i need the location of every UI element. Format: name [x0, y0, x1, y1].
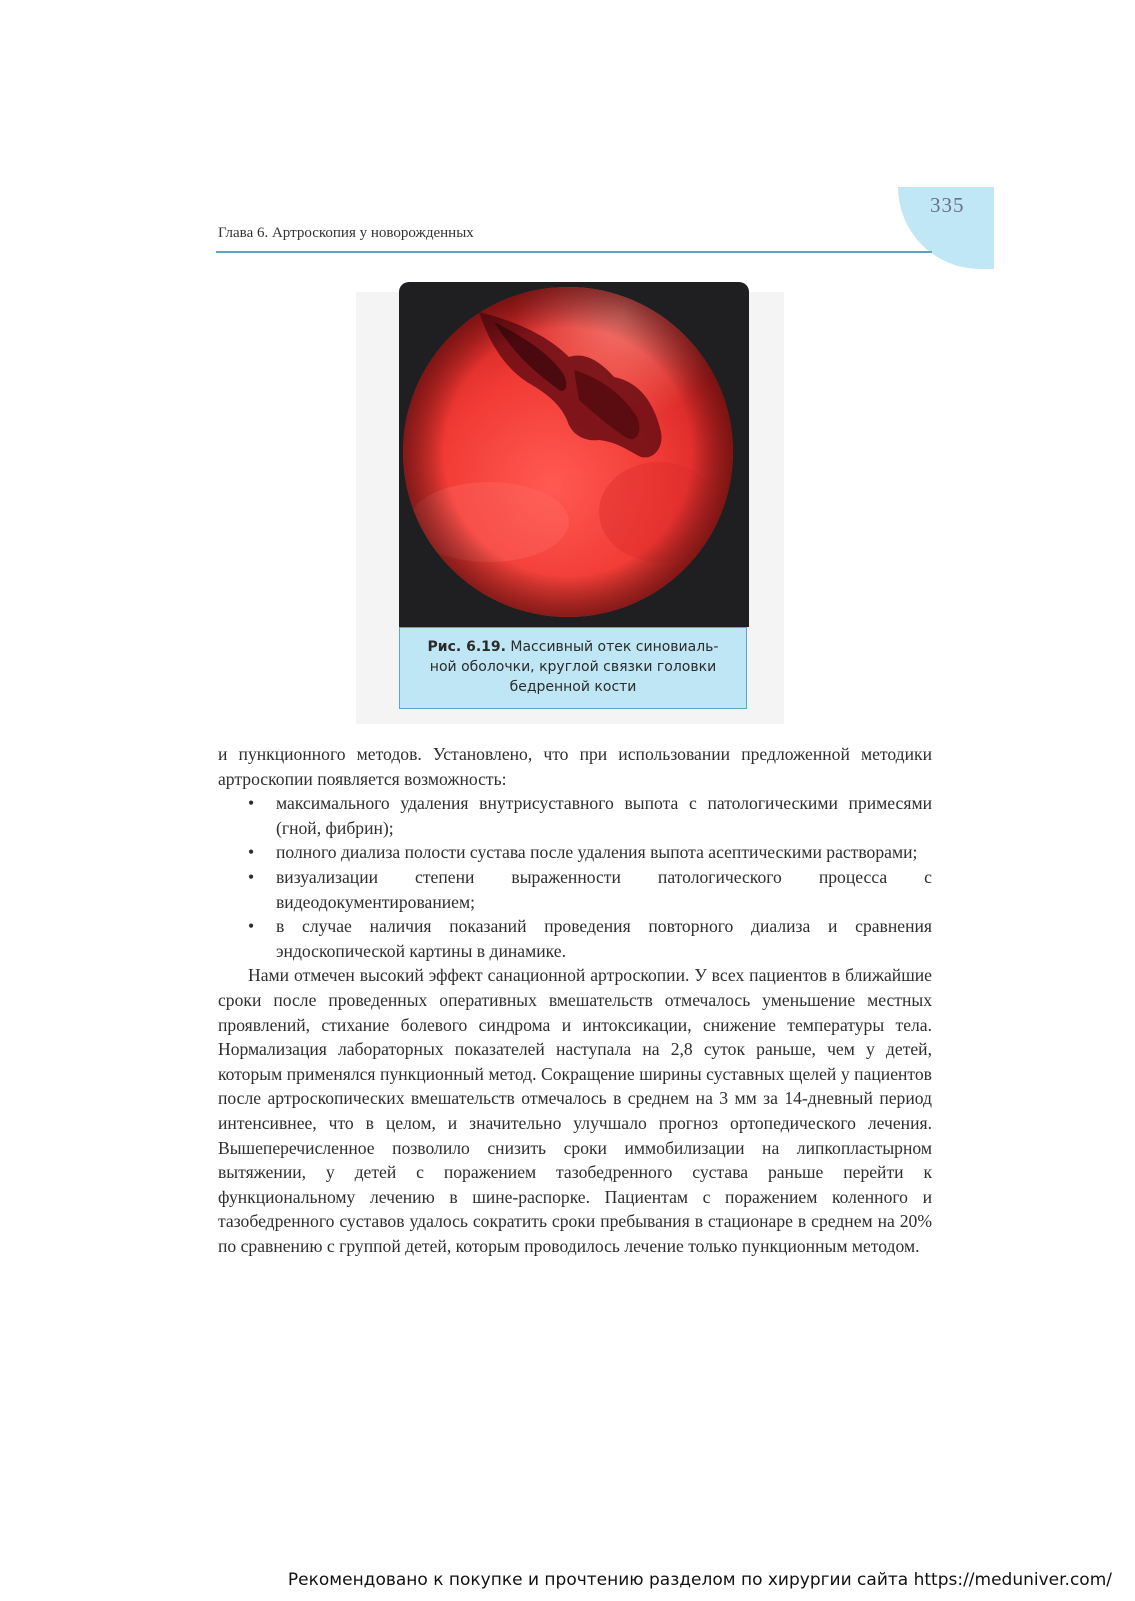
figure	[399, 282, 749, 712]
page-number: 335	[930, 193, 965, 217]
arthroscopy-photo	[399, 282, 749, 627]
intro-paragraph: и пункционного методов. Установлено, что при использовании предложенной методики артроскопии появляется возможность:	[218, 744, 932, 789]
list-item: • визуализации степени выраженности патологического процесса с видеодокументированием;	[248, 866, 932, 912]
bullet-icon: •	[248, 916, 255, 937]
body-text	[218, 742, 932, 1258]
caption-line-1: Рис. 6.19. Массивный отек синовиаль-	[427, 639, 719, 655]
figure-caption	[399, 627, 747, 709]
list-item: • в случае наличия показаний проведения повторного диализа и сравнения эндоскопической картины в динамике.	[248, 916, 932, 961]
main-paragraph: Нами отмечен высокий эффект санационной артроскопии. У всех пациентов в ближайшие сроки после проведенных оперативных вмешательств отмечалось уменьшение местных проявлений, стихание болевого синдрома и интоксикации, снижение температуры тела. Нормализация лабораторных показателей наступала на 2,8 суток раньше, чем у детей, которым применялся пункционный метод. Сокращение ширины суставных щелей у пациентов после артроскопических вмешательств отмечалось в среднем на 3 мм за 14-дневный период интенсивнее, что в целом, и значительно улучшало прогноз ортопедического лечения. Вышеперечисленное позволило снизить сроки иммобилизации на липкопластырном вытяжении, у детей с поражением тазобедренного сустава раньше перейти к функциональному лечению в шине-распорке. Пациентам с поражением коленного и тазобедренного суставов удалось сократить сроки пребывания в стационаре в среднем на 20% по сравнению с группой детей, которым проводилось лечение только пункционным методом.	[218, 965, 932, 1256]
bullet-icon: •	[248, 793, 255, 814]
header-rule	[216, 251, 932, 253]
bullet-icon: •	[248, 842, 255, 863]
running-head: Глава 6. Артроскопия у новорожденных	[218, 225, 474, 241]
footer-note: Рекомендовано к покупке и прочтению разделом по хирургии сайта https://meduniver.com/	[287, 1570, 1112, 1590]
caption-line-2: ной оболочки, круглой связки головки	[429, 659, 717, 675]
figure-label: Рис. 6.19.	[427, 639, 506, 655]
bullet-icon: •	[248, 866, 255, 887]
caption-line-3: бедренной кости	[509, 679, 637, 695]
list-item: • полного диализа полости сустава после удаления выпота асептическими растворами;	[218, 840, 932, 865]
bullet-list	[218, 791, 932, 963]
list-item: • максимального удаления внутрисуставного выпота с патологическими примесями (гной, фибрин);	[248, 793, 932, 838]
